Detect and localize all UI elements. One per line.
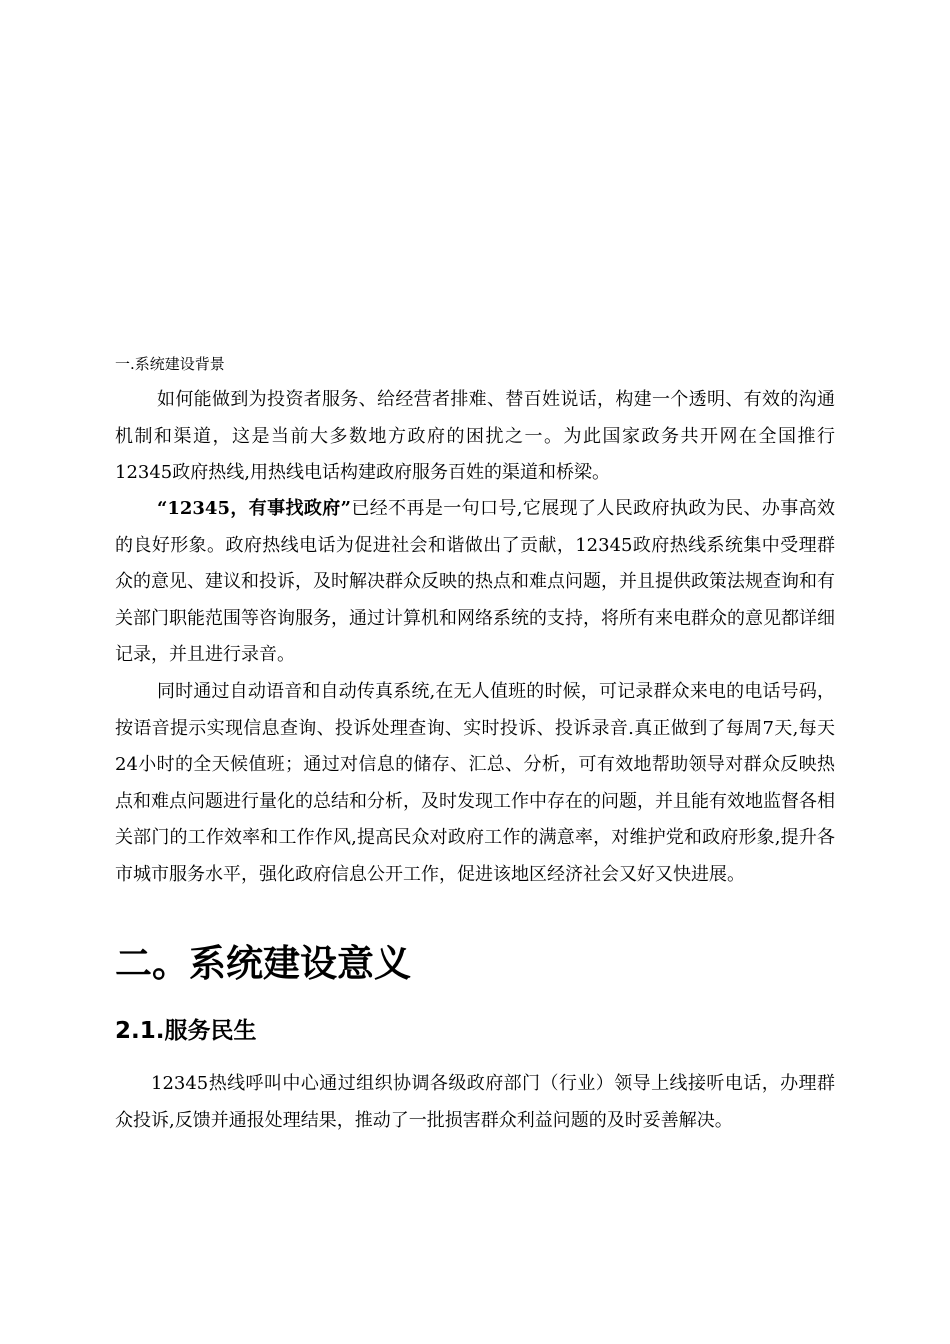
section-heading-significance: 二。系统建设意义 <box>115 942 411 985</box>
paragraph-background-3: 同时通过自动语音和自动传真系统,在无人值班的时候，可记录群众来电的电话号码，按语音提示实现信息查询、投诉处理查询、实时投诉、投诉录音.真正做到了每周7天,每天24小时的全天候值班；通过对信息的储存、汇总、分析，可有效地帮助领导对群众反映热点和难点问题进行量化的总结和分析，及时发现工作中存在的问题，并且能有效地监督各相关部门的工作效率和工作作风,提高民众对政府工作的满意率，对维护党和政府形象,提升各市城市服务水平，强化政府信息公开工作，促进该地区经济社会又好又快进展。 <box>115 681 835 885</box>
section-heading-background: 一.系统建设背景 <box>115 355 225 373</box>
paragraph-background-2 <box>115 491 835 674</box>
paragraph-background-1: 如何能做到为投资者服务、给经营者排难、替百姓说话，构建一个透明、有效的沟通机制和渠道，这是当前大多数地方政府的困扰之一。为此国家政务共开网在全国推行12345政府热线,用热线电话构建政府服务百姓的渠道和桥梁。 <box>115 389 835 484</box>
subsection-heading-serve-livelihood: 2.1.服务民生 <box>115 1018 257 1044</box>
slogan-quote: “12345，有事找政府” <box>157 498 351 519</box>
paragraph-serve-livelihood: 12345热线呼叫中心通过组织协调各级政府部门（行业）领导上线接听电话，办理群众投诉,反馈并通报处理结果，推动了一批损害群众利益问题的及时妥善解决。 <box>115 1073 835 1131</box>
paragraph-background-2-text: 已经不再是一句口号,它展现了人民政府执政为民、办事高效的良好形象。政府热线电话为促进社会和谐做出了贡献，12345政府热线系统集中受理群众的意见、建议和投诉，及时解决群众反映的热点和难点问题，并且提供政策法规查询和有关部门职能范围等咨询服务，通过计算机和网络系统的支持，将所有来电群众的意见都详细记录，并且进行录音。 <box>115 498 835 666</box>
